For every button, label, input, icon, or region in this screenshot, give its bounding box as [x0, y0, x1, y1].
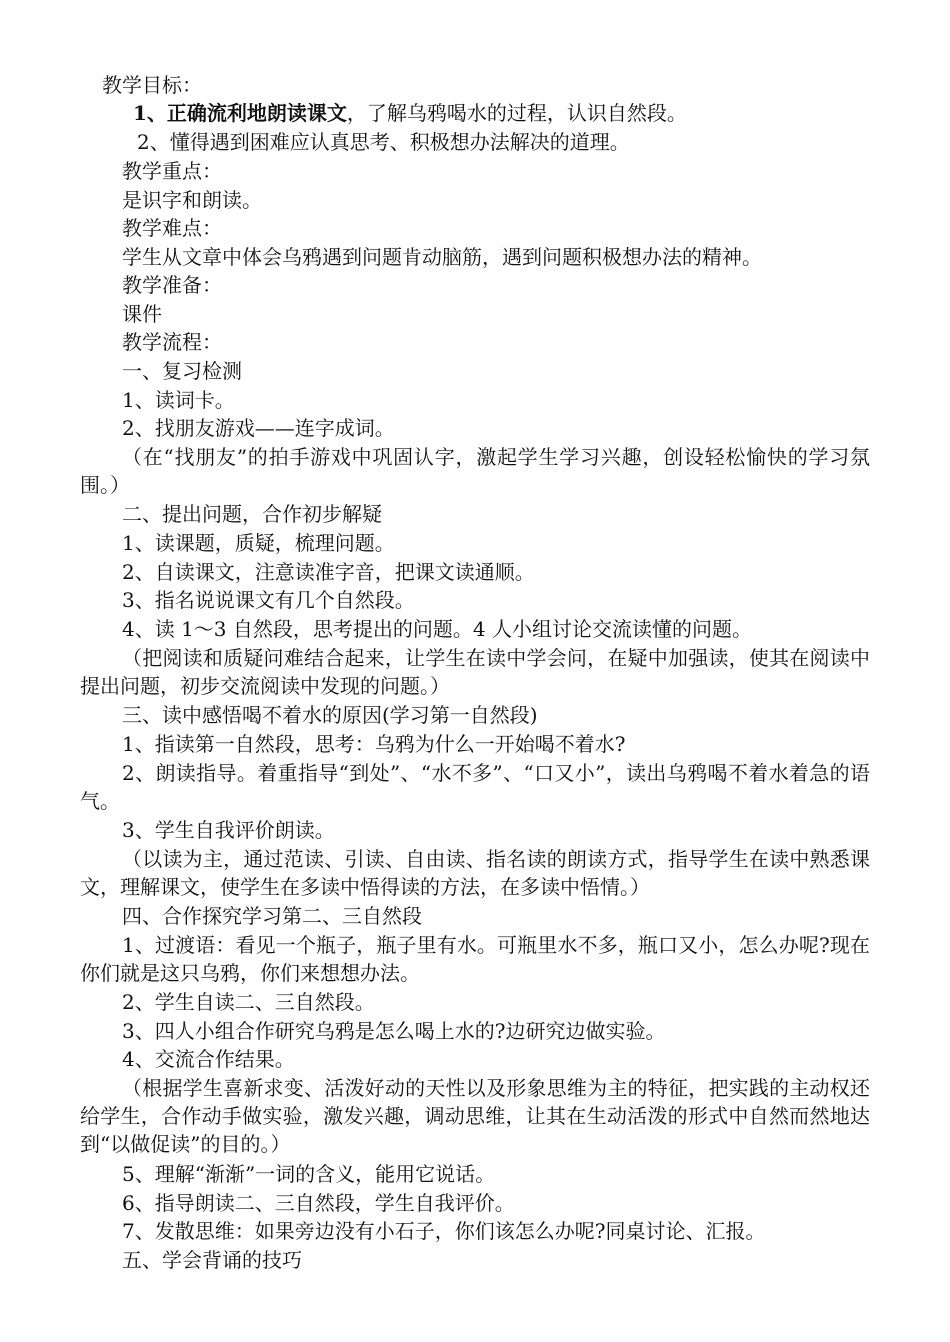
- key-heading: 教学重点：: [122, 159, 222, 183]
- section-2-item-2: 2、自读课文，注意读准字音，把课文读通顺。: [122, 560, 535, 584]
- goal-1-bold: 1、正确流利地朗读课文: [133, 101, 347, 125]
- section-3-item-2: 2、朗读指导。着重指导“到处”、“水不多”、“口又小”，读出乌鸦喝不着水着急的语气。: [80, 761, 870, 813]
- prep-text: 课件: [122, 302, 162, 326]
- section-5-title: 五、学会背诵的技巧: [122, 1248, 302, 1272]
- section-1-title: 一、复习检测: [122, 359, 242, 383]
- section-2-note: （把阅读和质疑问难结合起来，让学生在读中学会问，在疑中加强读，使其在阅读中提出问题，初步交流阅读中发现的问题。）: [80, 646, 870, 698]
- goal-1-rest: ，了解乌鸦喝水的过程，认识自然段。: [346, 101, 687, 125]
- section-3-title: 三、读中感悟喝不着水的原因(学习第一自然段): [122, 703, 538, 727]
- section-4-item-5: 5、理解“渐渐”一词的含义，能用它说话。: [122, 1162, 496, 1186]
- section-4-item-7: 7、发散思维：如果旁边没有小石子，你们该怎么办呢?同桌讨论、汇报。: [122, 1219, 766, 1243]
- section-1-item-1: 1、读词卡。: [122, 388, 235, 412]
- prep-heading: 教学准备：: [122, 273, 222, 297]
- process-heading: 教学流程：: [122, 330, 222, 354]
- key-text: 是识字和朗读。: [122, 188, 262, 212]
- difficulty-heading: 教学难点：: [122, 216, 222, 240]
- section-3-note: （以读为主，通过范读、引读、自由读、指名读的朗读方式，指导学生在读中熟悉课文，理解课文，使学生在多读中悟得读的方法，在多读中悟情。）: [80, 847, 870, 899]
- section-4-item-1: 1、过渡语：看见一个瓶子，瓶子里有水。可瓶里水不多，瓶口又小，怎么办呢?现在你们就是这只乌鸦，你们来想想办法。: [80, 933, 870, 985]
- section-4-item-6: 6、指导朗读二、三自然段，学生自我评价。: [122, 1191, 515, 1215]
- section-4-title: 四、合作探究学习第二、三自然段: [122, 904, 422, 928]
- section-2-item-4: 4、读 1～3 自然段，思考提出的问题。4 人小组讨论交流读懂的问题。: [122, 617, 752, 641]
- goal-1: [133, 99, 923, 127]
- goal-2: 2、懂得遇到困难应认真思考、积极想办法解决的道理。: [137, 130, 630, 154]
- difficulty-text: 学生从文章中体会乌鸦遇到问题肯动脑筋，遇到问题积极想办法的精神。: [122, 245, 762, 269]
- goals-heading: 教学目标：: [102, 73, 202, 97]
- section-3-item-3: 3、学生自我评价朗读。: [122, 818, 335, 842]
- section-3-item-1: 1、指读第一自然段，思考：乌鸦为什么一开始喝不着水?: [122, 732, 626, 756]
- section-4-item-2: 2、学生自读二、三自然段。: [122, 990, 375, 1014]
- section-4-item-3: 3、四人小组合作研究乌鸦是怎么喝上水的?边研究边做实验。: [122, 1019, 666, 1043]
- section-1-note: （在“找朋友”的拍手游戏中巩固认字，激起学生学习兴趣，创设轻松愉快的学习氛围。）: [80, 445, 870, 497]
- section-2-title: 二、提出问题，合作初步解疑: [122, 502, 382, 526]
- section-2-item-1: 1、读课题，质疑，梳理问题。: [122, 531, 395, 555]
- section-4-item-4: 4、交流合作结果。: [122, 1047, 295, 1071]
- section-4-note: （根据学生喜新求变、活泼好动的天性以及形象思维为主的特征，把实践的主动权还给学生，合作动手做实验，激发兴趣，调动思维，让其在生动活泼的形式中自然而然地达到“以做促读”的目的。）: [80, 1076, 870, 1156]
- section-2-item-3: 3、指名说说课文有几个自然段。: [122, 588, 415, 612]
- section-1-item-2: 2、找朋友游戏——连字成词。: [122, 416, 395, 440]
